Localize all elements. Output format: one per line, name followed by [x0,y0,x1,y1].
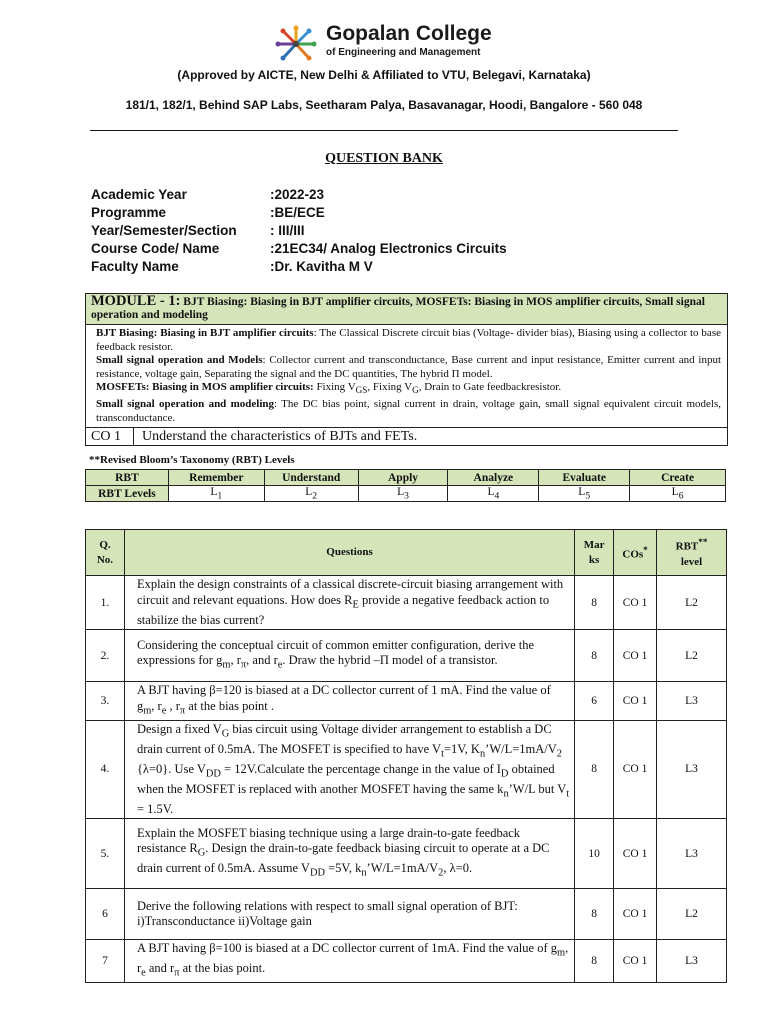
rbt-table [85,469,726,502]
rbt-level: $L_5$ [539,486,630,502]
module-box [85,293,728,446]
question-text: Considering the conceptual circuit of common emitter configuration, derive the expressions for $g_m$, $r_\pi$, and $r_e$. Draw the hybrid –Π model of a transistor. [124,630,574,682]
header-divider [90,130,678,131]
questions-table [85,529,727,983]
college-name: Gopalan College [326,22,492,45]
approval-line: (Approved by AICTE, New Delhi & Affiliated to VTU, Belegavi, Karnataka) [177,68,591,82]
question-rbt: L3 [657,940,727,983]
module-number: MODULE - 1: [91,293,181,309]
question-marks: 6 [575,682,614,721]
page-title: QUESTION BANK [325,151,443,166]
rbt-level: $L_1$ [168,486,264,502]
question-marks: 8 [575,940,614,983]
question-number: 4. [86,720,125,819]
co-text: Understand the characteristics of BJTs and FETs. [142,429,418,445]
module-title: BJT Biasing: Biasing in BJT amplifier circuits, MOSFETs: Biasing in MOS amplifier circuits, Small signal operation and modeling [91,296,705,321]
info-value: : III/III [270,223,305,238]
rbt-header-row [86,470,726,486]
question-number: 3. [86,682,125,721]
info-value: :BE/ECE [270,205,325,220]
info-label: Course Code/ Name [91,241,220,256]
table-row [86,819,727,889]
question-marks: 8 [575,889,614,940]
info-row-academic-year [91,186,691,204]
rbt-levels-label: RBT Levels [86,486,169,502]
question-co: CO 1 [614,720,657,819]
info-label: Faculty Name [91,259,179,274]
info-row-programme [91,204,691,222]
rbt-header: Remember [168,470,264,486]
rbt-header: Understand [264,470,358,486]
table-row [86,576,727,630]
module-heading [86,294,727,325]
header-qno: Q. No. [86,530,125,576]
info-row-faculty [91,258,691,276]
rbt-header: RBT [86,470,169,486]
address-line: 181/1, 182/1, Behind SAP Labs, Seetharam Palya, Basavanagar, Hoodi, Bangalore - 560 048 [125,98,643,112]
syllabus-paragraph: Small signal operation and modeling: The DC bias point, signal current in drain, voltage gain, small signal equivalent circuit models, transconductance. [96,398,721,424]
question-co: CO 1 [614,889,657,940]
table-row [86,889,727,940]
question-rbt: L2 [657,576,727,630]
question-co: CO 1 [614,630,657,682]
question-marks: 10 [575,819,614,889]
question-co: CO 1 [614,682,657,721]
question-number: 7 [86,940,125,983]
rbt-note: **Revised Bloom’s Taxonomy (RBT) Levels [89,454,295,466]
header-cos: COs* [614,530,657,576]
rbt-header: Evaluate [539,470,630,486]
rbt-header: Apply [358,470,448,486]
question-rbt: L3 [657,720,727,819]
question-number: 5. [86,819,125,889]
rbt-header: Analyze [448,470,539,486]
question-text: Design a fixed $V_G$ bias circuit using Voltage divider arrangement to establish a DC drain current of 0.5mA. The MOSFET is specified to have $V_t=1V$, $K_n’W/L=1mA/V_2$ {λ=0}. Use $V_{DD}$ = 12V.Calculate the percentage change in the value of $I_D$ obtained when the MOSFET is replaced with another MOSFET having the same $k_n’W/L$ but $V_t = 1.5V$. [124,720,574,819]
header-marks: Mar ks [575,530,614,576]
question-number: 1. [86,576,125,630]
question-marks: 8 [575,720,614,819]
header-rbt: RBT** level [657,530,727,576]
rbt-header: Create [630,470,726,486]
info-row-year-semester [91,222,691,240]
rbt-level: $L_2$ [264,486,358,502]
rbt-level: $L_6$ [630,486,726,502]
info-value: :21EC34/ Analog Electronics Circuits [270,241,507,256]
header-questions: Questions [124,530,574,576]
question-text: A BJT having β=100 is biased at a DC collector current of 1mA. Find the value of $g_m$, $r_e$ and $r_\pi$ at the bias point. [124,940,574,983]
course-info [91,186,691,276]
syllabus-paragraph: Small signal operation and Models: Collector current and transconductance, Base current and input resistance, Emitter current and input resistance, voltage gain, Separating the signal and the DC quantities, The hybrid Π model. [96,354,722,380]
syllabus-paragraph: BJT Biasing: Biasing in BJT amplifier circuits: The Classical Discrete circuit bias (Voltage- divider bias), Biasing using a collector to base feedback resistor. [96,327,721,353]
info-label: Year/Semester/Section [91,223,237,238]
question-rbt: L2 [657,630,727,682]
module-syllabus [86,325,727,427]
rbt-level: $L_3$ [358,486,448,502]
rbt-levels-row [86,486,726,502]
question-marks: 8 [575,576,614,630]
question-number: 2. [86,630,125,682]
info-row-course [91,240,691,258]
college-logo [272,24,320,66]
question-number: 6 [86,889,125,940]
question-co: CO 1 [614,819,657,889]
question-co: CO 1 [614,940,657,983]
question-text: A BJT having β=120 is biased at a DC collector current of 1 mA. Find the value of $g_m$, $r_e$ , $r_\pi$ at the bias point . [124,682,574,721]
question-rbt: L3 [657,819,727,889]
table-row [86,720,727,819]
rbt-level: $L_4$ [448,486,539,502]
info-label: Academic Year [91,187,187,202]
questions-header-row [86,530,727,576]
table-row [86,682,727,721]
question-marks: 8 [575,630,614,682]
question-text: Explain the design constraints of a classical discrete-circuit biasing arrangement with circuit and relevant equations. How does $R_E$ provide a negative feedback action to stabilize the bias current? [124,576,574,630]
info-value: :Dr. Kavitha M V [270,259,373,274]
syllabus-paragraph: MOSFETs: Biasing in MOS amplifier circuits: Fixing $V_{GS}$, Fixing $V_G$, Drain to Gate feedbackresistor. [96,381,562,396]
question-rbt: L2 [657,889,727,940]
info-value: :2022-23 [270,187,325,202]
question-text: Derive the following relations with respect to small signal operation of BJT: i)Transconductance ii)Voltage gain [124,889,574,940]
table-row [86,940,727,983]
info-label: Programme [91,205,167,220]
question-co: CO 1 [614,576,657,630]
question-rbt: L3 [657,682,727,721]
table-row [86,630,727,682]
course-outcome-row [86,427,727,445]
co-label: CO 1 [91,428,134,445]
question-text: Explain the MOSFET biasing technique using a large drain-to-gate feedback resistance $R_G$. Design the drain-to-gate feedback biasing circuit to operate at a DC drain current of 0.5mA. Assume $V_{DD} =5V$, $k_n’W/L=1mA/V_2$, λ=0. [124,819,574,889]
college-subtitle: of Engineering and Management [326,47,481,58]
